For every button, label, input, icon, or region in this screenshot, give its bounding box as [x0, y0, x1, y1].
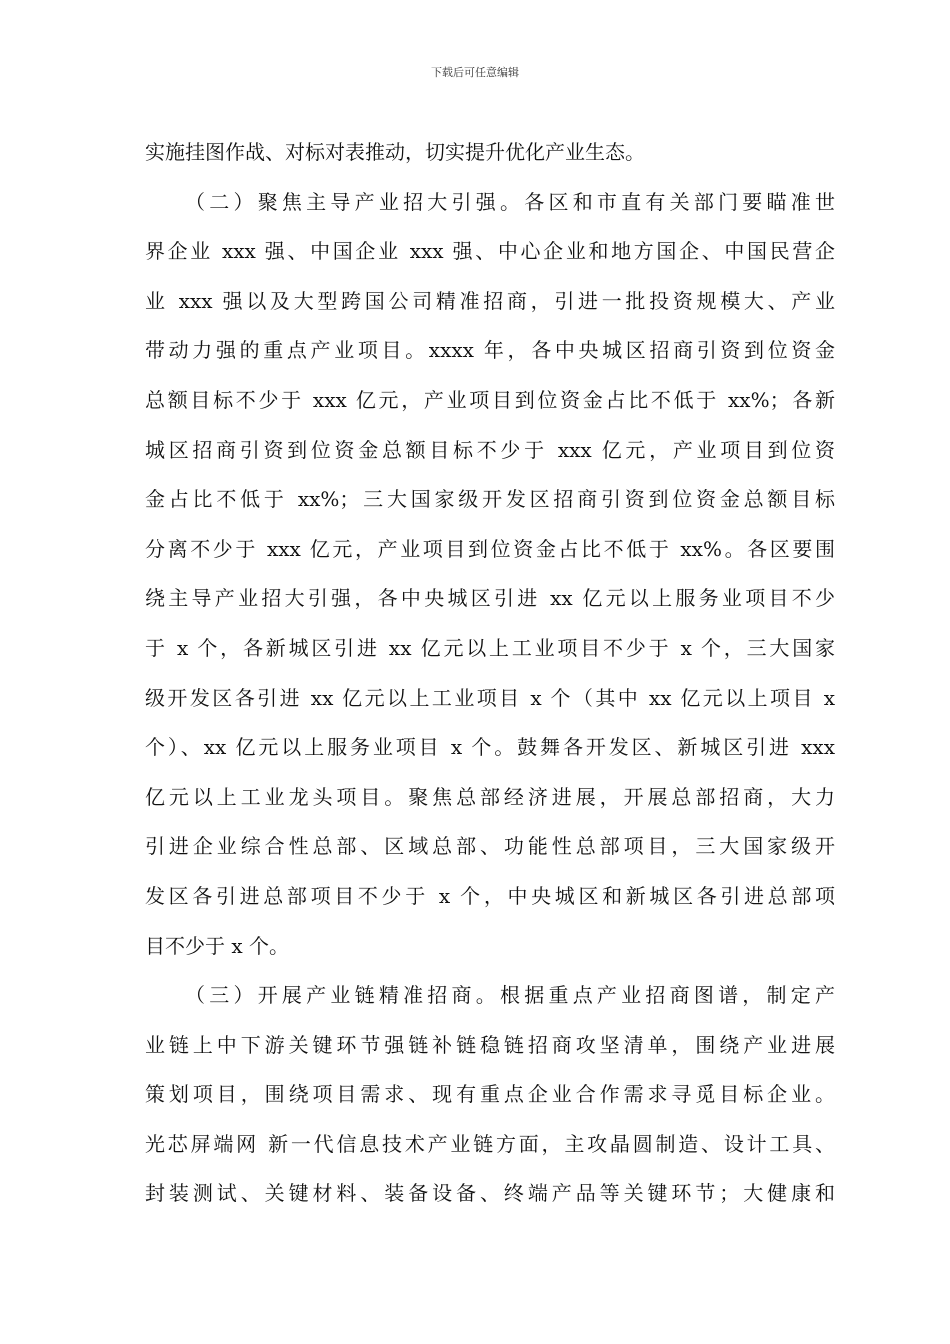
paragraph-line: 带动力强的重点产业项目。xxxx 年，各中央城区招商引资到位资金	[145, 338, 835, 363]
document-body	[145, 128, 835, 1219]
paragraph-line: 亿元以上工业龙头项目。聚焦总部经济进展，开展总部招商，大力	[145, 784, 835, 809]
paragraph-line: 实施挂图作战、对标对表推动，切实提升优化产业生态。	[145, 140, 645, 164]
paragraph-line: 业链上中下游关键环节强链补链稳链招商攻坚清单，围绕产业进展	[145, 1032, 835, 1057]
paragraph-1	[145, 128, 835, 178]
page-header: 下载后可任意编辑	[431, 66, 519, 79]
paragraph-line: 界企业 xxx 强、中国企业 xxx 强、中心企业和地方国企、中国民营企	[145, 239, 835, 264]
paragraph-line: 城区招商引资到位资金总额目标不少于 xxx 亿元，产业项目到位资	[145, 437, 835, 462]
paragraph-2	[145, 178, 835, 972]
paragraph-line: 绕主导产业招大引强，各中央城区引进 xx 亿元以上服务业项目不少	[145, 586, 835, 611]
paragraph-line: 光芯屏端网 新一代信息技术产业链方面，主攻晶圆制造、设计工具、	[145, 1131, 835, 1156]
paragraph-line: 封装测试、关键材料、装备设备、终端产品等关键环节；大健康和	[145, 1181, 835, 1206]
paragraph-line: 目不少于 x 个。	[145, 933, 289, 958]
paragraph-line: 策划项目，围绕项目需求、现有重点企业合作需求寻觅目标企业。	[145, 1082, 835, 1107]
paragraph-line: 级开发区各引进 xx 亿元以上工业项目 x 个（其中 xx 亿元以上项目 x	[145, 685, 835, 710]
paragraph-line: （二）聚焦主导产业招大引强。各区和市直有关部门要瞄准世	[185, 189, 835, 214]
paragraph-line: 于 x 个，各新城区引进 xx 亿元以上工业项目不少于 x 个，三大国家	[145, 635, 835, 660]
paragraph-line: 业 xxx 强以及大型跨国公司精准招商，引进一批投资规模大、产业	[145, 288, 835, 313]
paragraph-line: 引进企业综合性总部、区域总部、功能性总部项目，三大国家级开	[145, 834, 835, 859]
paragraph-line: 发区各引进总部项目不少于 x 个，中央城区和新城区各引进总部项	[145, 883, 835, 908]
paragraph-line: 金占比不低于 xx%；三大国家级开发区招商引资到位资金总额目标	[145, 487, 835, 512]
paragraph-line: （三）开展产业链精准招商。根据重点产业招商图谱，制定产	[185, 983, 835, 1008]
paragraph-3	[145, 971, 835, 1219]
paragraph-line: 个）、xx 亿元以上服务业项目 x 个。鼓舞各开发区、新城区引进 xxx	[145, 735, 835, 760]
paragraph-line: 分离不少于 xxx 亿元，产业项目到位资金占比不低于 xx%。各区要围	[145, 536, 835, 561]
paragraph-line: 总额目标不少于 xxx 亿元，产业项目到位资金占比不低于 xx%；各新	[145, 387, 835, 412]
